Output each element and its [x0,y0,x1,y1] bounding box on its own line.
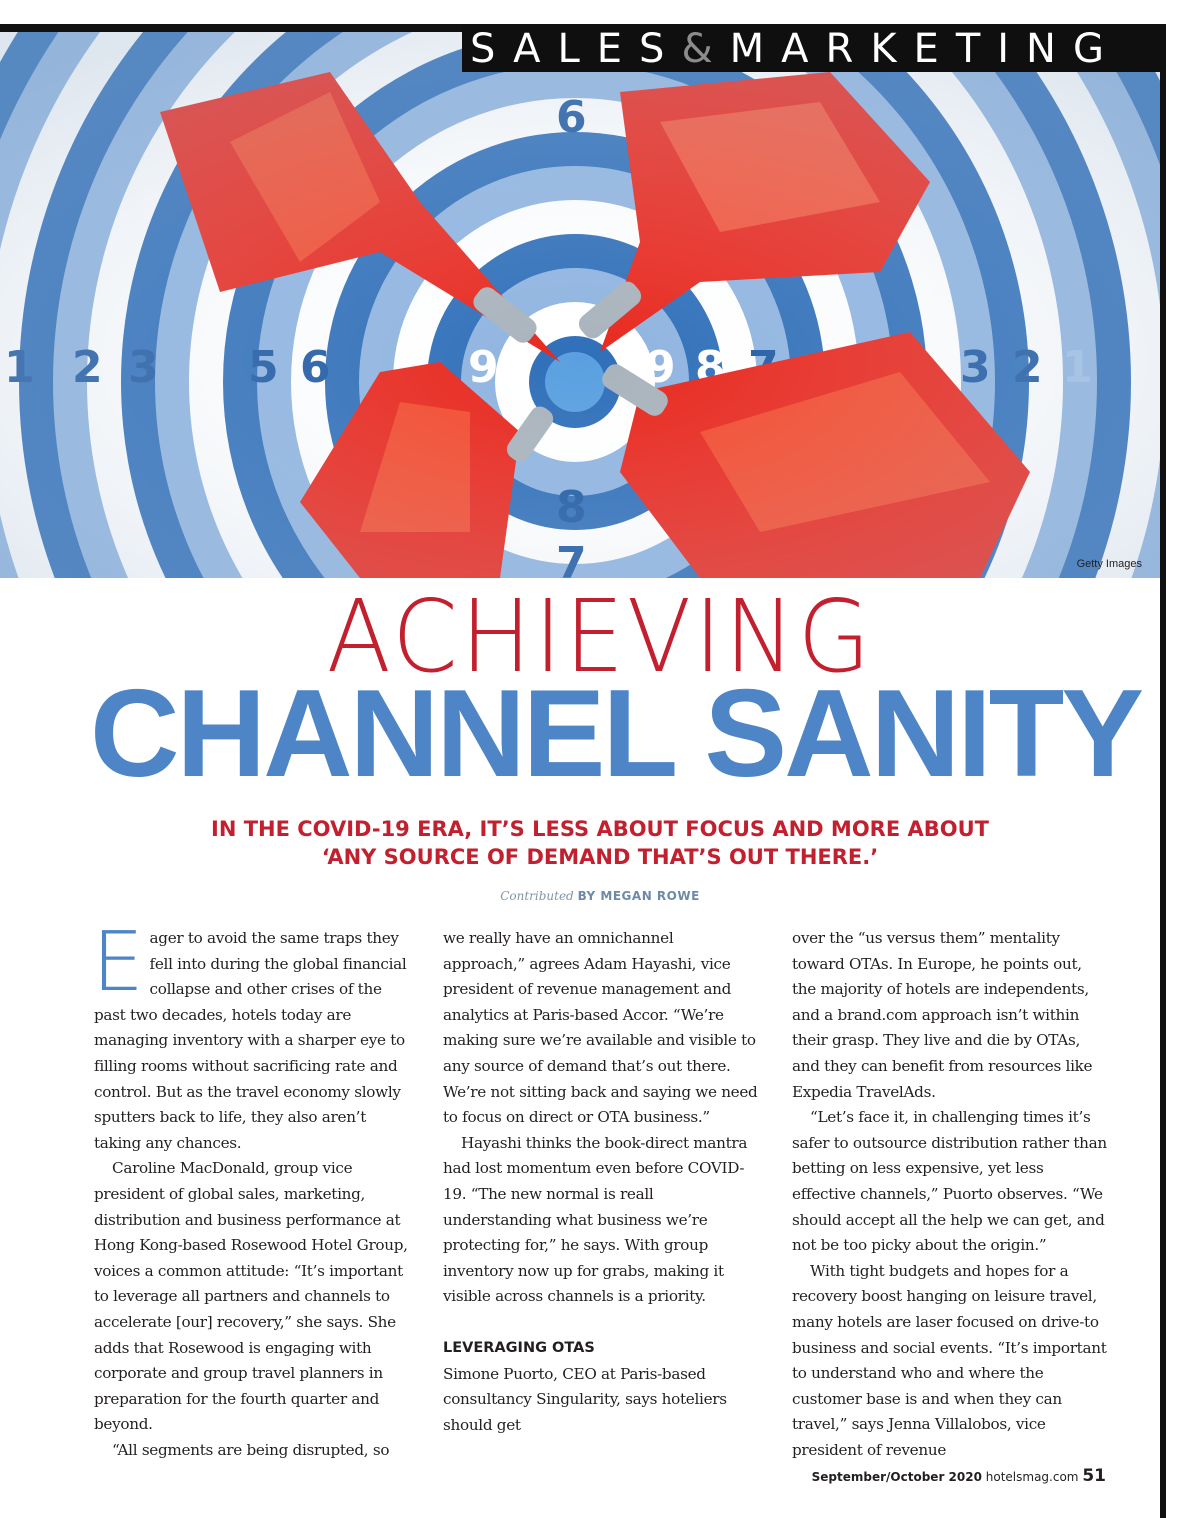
paragraph: Simone Puorto, CEO at Paris-based consultancy Singularity, says hoteliers should get [443,1364,727,1434]
article-column-1 [92,915,410,1463]
page-edge-rule [1160,24,1166,1518]
subhead: LEVERAGING OTAS [443,1339,595,1356]
section-word-marketing: MARKETING [729,26,1121,72]
paragraph: “Let’s face it, in challenging times it’s safer to outsource distribution rather than betting on less expensive, yet less effective channels,” Puorto observes. “We should accept all the help we can get, and not be too picky about the origin.” [792,1108,1107,1255]
byline-author: BY MEGAN ROWE [577,889,700,903]
article-column-3 [792,926,1108,1463]
paragraph: Hayashi thinks the book-direct mantra had lost momentum even before COVID-19. “The new normal is reall understanding what business we’re protecting for,” he says. With group inventory now up for grabs, making it visible across channels is a priority. [443,1133,748,1306]
dartboard-photo [0,32,1160,578]
byline [0,889,1200,903]
paragraph: ager to avoid the same traps they fell into during the global financial collapse and other crises of the past two decades, hotels today are managing inventory with a sharper eye to filling rooms without sacrificing rate and control. But as the travel economy slowly sputters back to life, they also aren’t taking any chances. [94,929,407,1152]
paragraph: “All segments are being disrupted, so [112,1440,390,1459]
drop-cap: E [92,915,144,1010]
paragraph: Caroline MacDonald, group vice president of global sales, marketing, distribution and business performance at Hong Kong-based Rosewood Hotel Group, voices a common attitude: “It’s important to leverage all partners and channels to accelerate [our] recovery,” she says. She adds that Rosewood is engaging with corporate and group travel planners in preparation for the fourth quarter and beyond. [94,1159,408,1434]
folio-issue: September/October 2020 [811,1470,982,1484]
section-banner [462,24,1160,72]
dek-line-1: IN THE COVID-19 ERA, IT’S LESS ABOUT FOCUS AND MORE ABOUT [211,817,989,841]
section-word-sales: SALES [470,26,682,72]
byline-contributed: Contributed [500,889,574,903]
photo-credit: Getty Images [1076,558,1142,570]
folio-site: hotelsmag.com [985,1470,1079,1484]
folio [812,1466,1106,1486]
dek-line-2: ‘ANY SOURCE OF DEMAND THAT’S OUT THERE.’ [321,845,879,869]
headline-main: CHANNEL SANITY [90,665,1142,803]
paragraph: we really have an omnichannel approach,” agrees Adam Hayashi, vice president of revenue management and analytics at Paris-based Accor. “We’re making sure we’re available and visible to any source of demand that’s out there. We’re not sitting back and saying we need to focus on direct or OTA business.” [443,929,758,1127]
dek [150,815,1050,871]
folio-page-number: 51 [1082,1466,1106,1486]
paragraph: over the “us versus them” mentality toward OTAs. In Europe, he points out, the majority of hotels are independents, and a brand.com approach isn’t within their grasp. They live and die by OTAs, and they can benefit from resources like Expedia TravelAds. [792,929,1093,1101]
headline-kicker: ACHIEVING [326,578,874,695]
section-ampersand: & [681,26,717,72]
article-column-2 [443,926,759,1438]
hero-photo [0,32,1160,578]
paragraph: With tight budgets and hopes for a recovery boost hanging on leisure travel, many hotels are laser focused on drive-to business and social events. “It’s important to understand who and where the customer base is and when they can travel,” says Jenna Villalobos, vice president of revenue [792,1261,1107,1459]
